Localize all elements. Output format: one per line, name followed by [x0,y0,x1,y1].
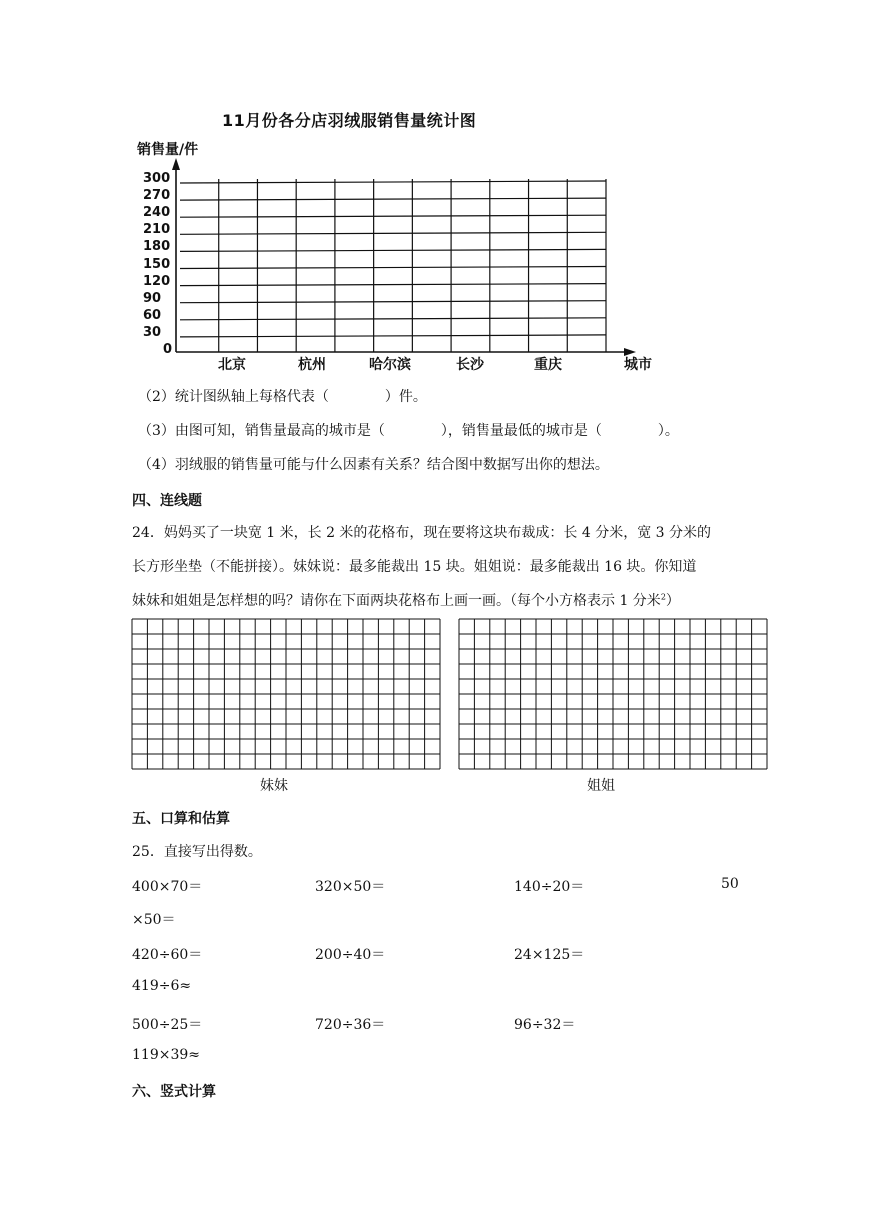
section-5-title: 五、口算和估算 [132,811,230,827]
calc-item: 140÷20＝ [514,879,585,895]
x-axis-label: 城市 [624,357,652,373]
grid-sister-younger[interactable] [131,618,441,770]
chart-grid [180,179,606,352]
x-tick-label: 北京 [218,357,246,373]
gridline-horizontal [180,335,606,337]
calc-item: 50 [721,876,739,892]
y-tick-label: 0 [163,342,173,357]
section-4-title: 四、连线题 [132,493,202,509]
y-tick-label: 210 [143,222,171,238]
question-24-line-1: 24．妈妈买了一块宽 1 米，长 2 米的花格布，现在要将这块布裁成：长 4 分米，宽 3 分米的 [132,525,712,541]
x-tick-label: 哈尔滨 [369,357,411,373]
calc-item: 200÷40＝ [315,947,386,963]
question-24-line-2: 长方形坐垫（不能拼接）。妹妹说：最多能裁出 15 块。姐姐说：最多能裁出 16 块。你知道 [132,559,697,575]
grid-left-label: 妹妹 [260,778,288,794]
y-axis-label: 销售量/件 [137,142,199,158]
y-tick-label: 30 [143,324,162,340]
x-tick-label: 重庆 [534,357,562,373]
grid-sister-older[interactable] [458,618,768,770]
x-tick-label: 杭州 [298,357,326,373]
gridline-horizontal [180,198,606,200]
calc-item: 119×39≈ [132,1047,200,1063]
section-6-title: 六、竖式计算 [132,1084,216,1100]
y-tick-label: 90 [143,290,162,306]
question-25: 25．直接写出得数。 [132,844,262,860]
calc-item: 24×125＝ [514,947,585,963]
calc-item: 96÷32＝ [514,1017,576,1033]
x-tick-label: 长沙 [456,357,484,373]
calc-item: 400×70＝ [132,879,203,895]
gridline-horizontal [180,232,606,234]
y-tick-label: 60 [143,307,162,323]
gridline-horizontal [180,249,606,251]
y-tick-label: 120 [143,273,171,289]
calc-item: 320×50＝ [315,879,386,895]
question-4: （4）羽绒服的销售量可能与什么因素有关系？结合图中数据写出你的想法。 [138,457,609,473]
gridline-horizontal [180,215,606,217]
question-3: （3）由图可知，销售量最高的城市是（ ），销售量最低的城市是（ ）。 [138,423,679,439]
question-2: （2）统计图纵轴上每格代表（ ）件。 [138,389,427,405]
gridline-horizontal [180,301,606,303]
grid-right-label: 姐姐 [587,778,615,794]
question-24-line-3: 妹妹和姐姐是怎样想的吗？请你在下面两块花格布上画一画。（每个小方格表示 1 分米$^2$） [132,592,680,609]
gridline-horizontal [180,284,606,286]
calc-item: 419÷6≈ [132,978,192,994]
gridline-horizontal [180,181,606,183]
y-tick-label: 300 [143,171,171,186]
calc-item: ×50＝ [132,912,176,928]
y-axis-arrow [172,158,180,170]
sales-chart [0,0,869,400]
y-tick-label: 180 [143,239,171,255]
y-tick-label: 240 [143,205,171,221]
gridline-horizontal [180,318,606,320]
calc-item: 500÷25＝ [132,1017,203,1033]
calc-item: 720÷36＝ [315,1017,386,1033]
gridline-horizontal [180,267,606,269]
y-tick-label: 270 [143,188,171,204]
y-tick-label: 150 [143,256,171,272]
chart-title: 11月份各分店羽绒服销售量统计图 [222,111,477,130]
calc-item: 420÷60＝ [132,947,203,963]
chart-axes [172,158,636,356]
